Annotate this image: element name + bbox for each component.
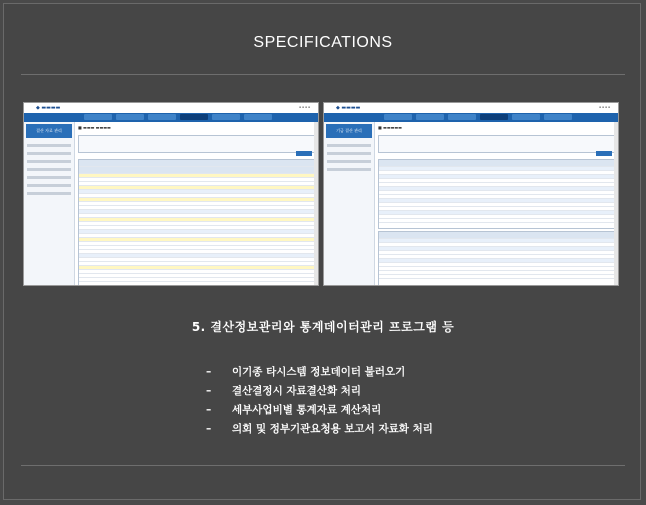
list-item: – 의회 및 정부기관요청용 보고서 자료화 처리 <box>206 423 433 435</box>
sidebar-heading: 결산 자료 관리 <box>26 124 72 138</box>
screenshot-left <box>23 102 319 286</box>
section-subtitle: 5. 결산정보관리와 통계데이터관리 프로그램 등 <box>191 320 455 334</box>
menu-tab[interactable] <box>512 114 540 120</box>
screenshot-right <box>323 102 619 286</box>
sidebar <box>324 122 375 286</box>
page-title: SPECIFICATIONS <box>253 34 393 51</box>
sidebar-item[interactable] <box>27 168 71 171</box>
sidebar-item[interactable] <box>27 176 71 179</box>
scrollbar[interactable] <box>314 122 318 286</box>
list-item: – 결산결정시 자료결산화 처리 <box>206 385 362 397</box>
main-content <box>378 125 616 285</box>
menu-tab[interactable] <box>384 114 412 120</box>
menu-tab[interactable] <box>544 114 572 120</box>
top-divider <box>21 74 625 75</box>
sidebar-heading: 기금 결산 관리 <box>326 124 372 138</box>
search-button[interactable] <box>596 151 612 156</box>
data-table <box>78 159 316 286</box>
list-item: – 세부사업비별 통계자료 계산처리 <box>206 404 382 416</box>
scrollbar[interactable] <box>614 122 618 286</box>
menu-tab[interactable] <box>148 114 176 120</box>
search-panel[interactable] <box>378 135 616 153</box>
sidebar-item[interactable] <box>27 144 71 147</box>
data-table-bottom <box>378 231 616 286</box>
top-menu-bar <box>24 113 318 122</box>
header-links: ▪ ▪ ▪ ▪ <box>299 105 310 109</box>
sidebar-item[interactable] <box>27 152 71 155</box>
menu-tab[interactable] <box>84 114 112 120</box>
app-logo: ◆ ▬▬▬▬ <box>336 105 361 111</box>
top-menu-bar <box>324 113 618 122</box>
sidebar-item[interactable] <box>27 184 71 187</box>
feature-list <box>206 364 433 440</box>
list-item: – 이기종 타시스템 정보데이터 불러오기 <box>206 366 406 378</box>
menu-tab[interactable] <box>448 114 476 120</box>
sidebar-item[interactable] <box>327 160 371 163</box>
bottom-divider <box>21 465 625 466</box>
menu-tab[interactable] <box>416 114 444 120</box>
sidebar-item[interactable] <box>327 144 371 147</box>
data-table-top <box>378 159 616 229</box>
app-logo: ◆ ▬▬▬▬ <box>36 105 61 111</box>
sidebar-item[interactable] <box>327 168 371 171</box>
main-content <box>78 125 316 285</box>
menu-tab[interactable] <box>116 114 144 120</box>
sidebar-item[interactable] <box>27 192 71 195</box>
breadcrumb: ■ ▬▬▬ ▬▬▬▬ <box>78 125 111 130</box>
sidebar-item[interactable] <box>27 160 71 163</box>
sidebar <box>24 122 75 286</box>
sidebar-item[interactable] <box>327 152 371 155</box>
menu-tab-active[interactable] <box>480 114 508 120</box>
menu-tab[interactable] <box>212 114 240 120</box>
menu-tab[interactable] <box>244 114 272 120</box>
search-panel[interactable] <box>78 135 316 153</box>
app-header <box>324 103 618 113</box>
menu-tab-active[interactable] <box>180 114 208 120</box>
search-button[interactable] <box>296 151 312 156</box>
app-header <box>24 103 318 113</box>
breadcrumb: ■ ▬▬▬▬▬ <box>378 125 402 130</box>
header-links: ▪ ▪ ▪ ▪ <box>599 105 610 109</box>
